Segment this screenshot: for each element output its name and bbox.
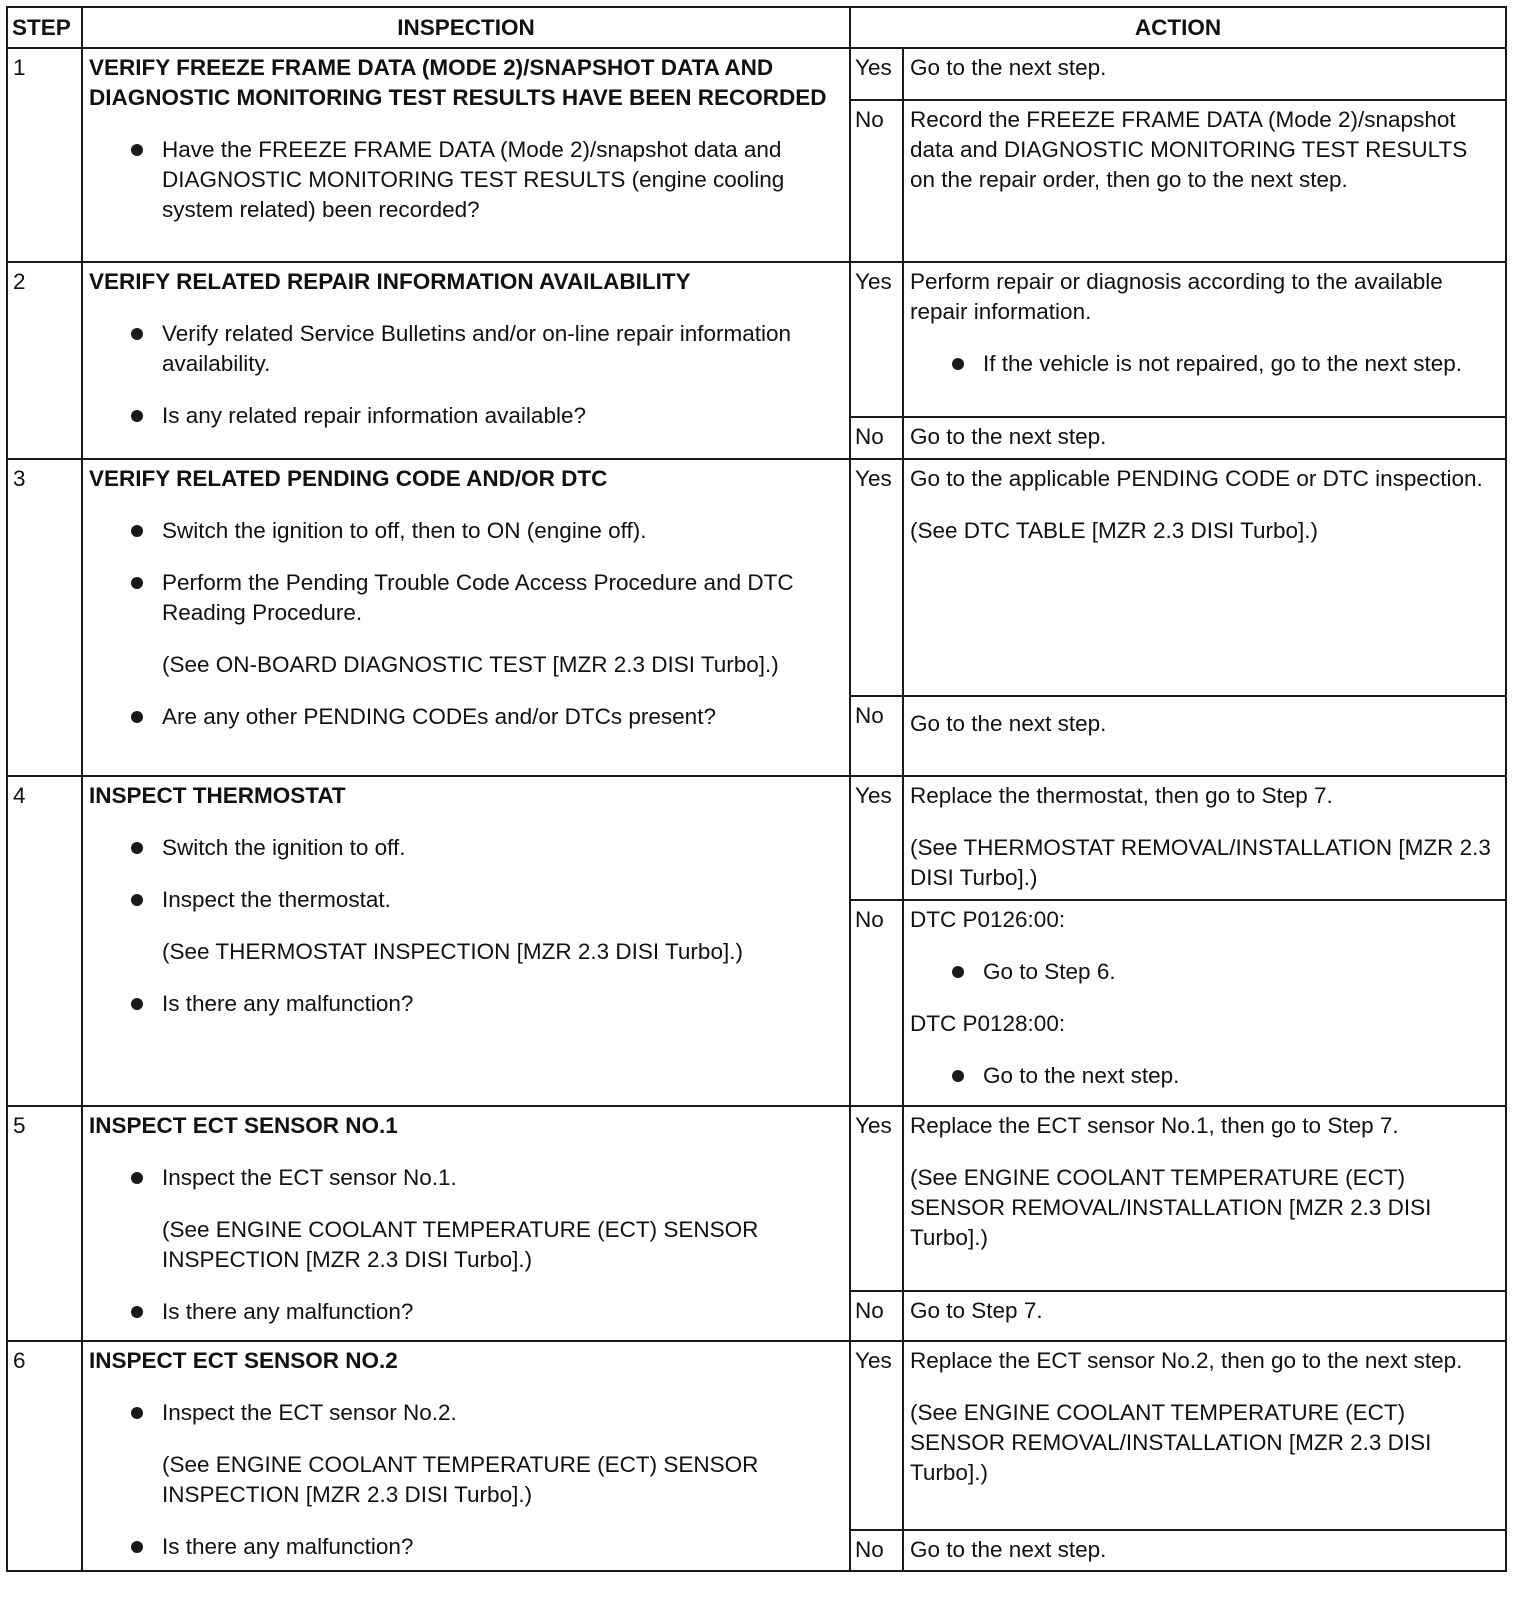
yes-label: Yes — [850, 459, 903, 696]
no-action: Go to the next step. — [903, 417, 1506, 459]
yes-action: Go to the next step. — [903, 48, 1506, 100]
inspection-bullet: Perform the Pending Trouble Code Access Procedure and DTC Reading Procedure. — [89, 568, 842, 628]
step-title: INSPECT ECT SENSOR NO.1 — [89, 1113, 398, 1138]
step-number: 3 — [7, 459, 82, 776]
yes-label: Yes — [850, 262, 903, 417]
no-action-cell — [903, 900, 1506, 1106]
action-bullet: Go to the next step. — [910, 1061, 1498, 1091]
step-number: 5 — [7, 1106, 82, 1341]
step-number: 1 — [7, 48, 82, 262]
reference-note: (See ENGINE COOLANT TEMPERATURE (ECT) SENSOR REMOVAL/INSTALLATION [MZR 2.3 DISI Turbo].) — [910, 1165, 1432, 1250]
reference-note: (See ENGINE COOLANT TEMPERATURE (ECT) SENSOR REMOVAL/INSTALLATION [MZR 2.3 DISI Turbo].) — [910, 1400, 1432, 1485]
header-action: ACTION — [850, 7, 1506, 48]
inspection-bullet: Switch the ignition to off. — [89, 833, 842, 863]
table-row — [7, 1106, 1506, 1291]
reference-note: (See THERMOSTAT INSPECTION [MZR 2.3 DISI Turbo].) — [162, 939, 743, 964]
yes-action-cell — [903, 776, 1506, 900]
reference-note: (See THERMOSTAT REMOVAL/INSTALLATION [MZR 2.3 DISI Turbo].) — [910, 835, 1491, 890]
yes-action: Perform repair or diagnosis according to the available repair information. — [910, 269, 1443, 324]
yes-action: Go to the applicable PENDING CODE or DTC inspection. — [910, 466, 1483, 491]
inspection-bullet: Is any related repair information available? — [89, 401, 842, 431]
yes-label: Yes — [850, 776, 903, 900]
yes-action-cell — [903, 1106, 1506, 1291]
inspection-bullet: Is there any malfunction? — [89, 1532, 842, 1562]
yes-action: Replace the ECT sensor No.2, then go to the next step. — [910, 1348, 1463, 1373]
step-title: VERIFY FREEZE FRAME DATA (MODE 2)/SNAPSHOT DATA AND DIAGNOSTIC MONITORING TEST RESULTS HAVE BEEN RECORDED — [89, 55, 827, 110]
step-number: 2 — [7, 262, 82, 459]
inspection-bullet: Is there any malfunction? — [89, 1297, 842, 1327]
step-inspection — [82, 262, 850, 459]
step-title: VERIFY RELATED PENDING CODE AND/OR DTC — [89, 466, 608, 491]
yes-label: Yes — [850, 1106, 903, 1291]
reference-note: (See ENGINE COOLANT TEMPERATURE (ECT) SENSOR INSPECTION [MZR 2.3 DISI Turbo].) — [162, 1452, 759, 1507]
step-title: VERIFY RELATED REPAIR INFORMATION AVAILABILITY — [89, 269, 691, 294]
step-inspection — [82, 1341, 850, 1571]
inspection-bullet: Inspect the ECT sensor No.1. — [89, 1163, 842, 1193]
reference-note: (See ON-BOARD DIAGNOSTIC TEST [MZR 2.3 DISI Turbo].) — [162, 652, 779, 677]
inspection-bullet: Verify related Service Bulletins and/or on-line repair information availability. — [89, 319, 842, 379]
table-row — [7, 776, 1506, 900]
step-inspection — [82, 48, 850, 262]
yes-label: Yes — [850, 1341, 903, 1530]
action-bullet: Go to Step 6. — [910, 957, 1498, 987]
inspection-bullet: Are any other PENDING CODEs and/or DTCs present? — [89, 702, 842, 732]
diagnostic-table — [6, 6, 1507, 1572]
step-inspection — [82, 459, 850, 776]
no-label: No — [850, 900, 903, 1106]
no-action: Record the FREEZE FRAME DATA (Mode 2)/snapshot data and DIAGNOSTIC MONITORING TEST RESULTS on the repair order, then go to the next step. — [903, 100, 1506, 262]
table-row — [7, 459, 1506, 696]
step-inspection — [82, 776, 850, 1106]
yes-action: Replace the ECT sensor No.1, then go to Step 7. — [910, 1113, 1399, 1138]
header-step: STEP — [7, 7, 82, 48]
reference-note: (See DTC TABLE [MZR 2.3 DISI Turbo].) — [910, 518, 1319, 543]
table-row — [7, 1341, 1506, 1530]
reference-note: (See ENGINE COOLANT TEMPERATURE (ECT) SENSOR INSPECTION [MZR 2.3 DISI Turbo].) — [162, 1217, 759, 1272]
no-label: No — [850, 1530, 903, 1571]
step-number: 6 — [7, 1341, 82, 1571]
table-row — [7, 48, 1506, 100]
inspection-bullet: Is there any malfunction? — [89, 989, 842, 1019]
no-label: No — [850, 696, 903, 776]
inspection-bullet: Switch the ignition to off, then to ON (engine off). — [89, 516, 842, 546]
yes-action-cell — [903, 262, 1506, 417]
header-inspection: INSPECTION — [82, 7, 850, 48]
inspection-bullet: Inspect the ECT sensor No.2. — [89, 1398, 842, 1428]
yes-action: Replace the thermostat, then go to Step 7. — [910, 783, 1333, 808]
table-header-row — [7, 7, 1506, 48]
no-label: No — [850, 417, 903, 459]
dtc-label: DTC P0128:00: — [910, 1011, 1066, 1036]
no-action: Go to Step 7. — [903, 1291, 1506, 1341]
action-bullet: If the vehicle is not repaired, go to the next step. — [910, 349, 1498, 379]
no-label: No — [850, 1291, 903, 1341]
no-label: No — [850, 100, 903, 262]
yes-action-cell — [903, 459, 1506, 696]
step-title: INSPECT THERMOSTAT — [89, 783, 346, 808]
yes-label: Yes — [850, 48, 903, 100]
no-action: Go to the next step. — [903, 1530, 1506, 1571]
inspection-bullet: Have the FREEZE FRAME DATA (Mode 2)/snapshot data and DIAGNOSTIC MONITORING TEST RESULTS (engine cooling system related) been recorded? — [89, 135, 842, 225]
step-title: INSPECT ECT SENSOR NO.2 — [89, 1348, 398, 1373]
step-number: 4 — [7, 776, 82, 1106]
no-action: Go to the next step. — [903, 696, 1506, 776]
yes-action-cell — [903, 1341, 1506, 1530]
diagnostic-procedure-sheet — [6, 6, 1507, 1572]
dtc-label: DTC P0126:00: — [910, 907, 1066, 932]
inspection-bullet: Inspect the thermostat. — [89, 885, 842, 915]
table-row — [7, 262, 1506, 417]
step-inspection — [82, 1106, 850, 1341]
